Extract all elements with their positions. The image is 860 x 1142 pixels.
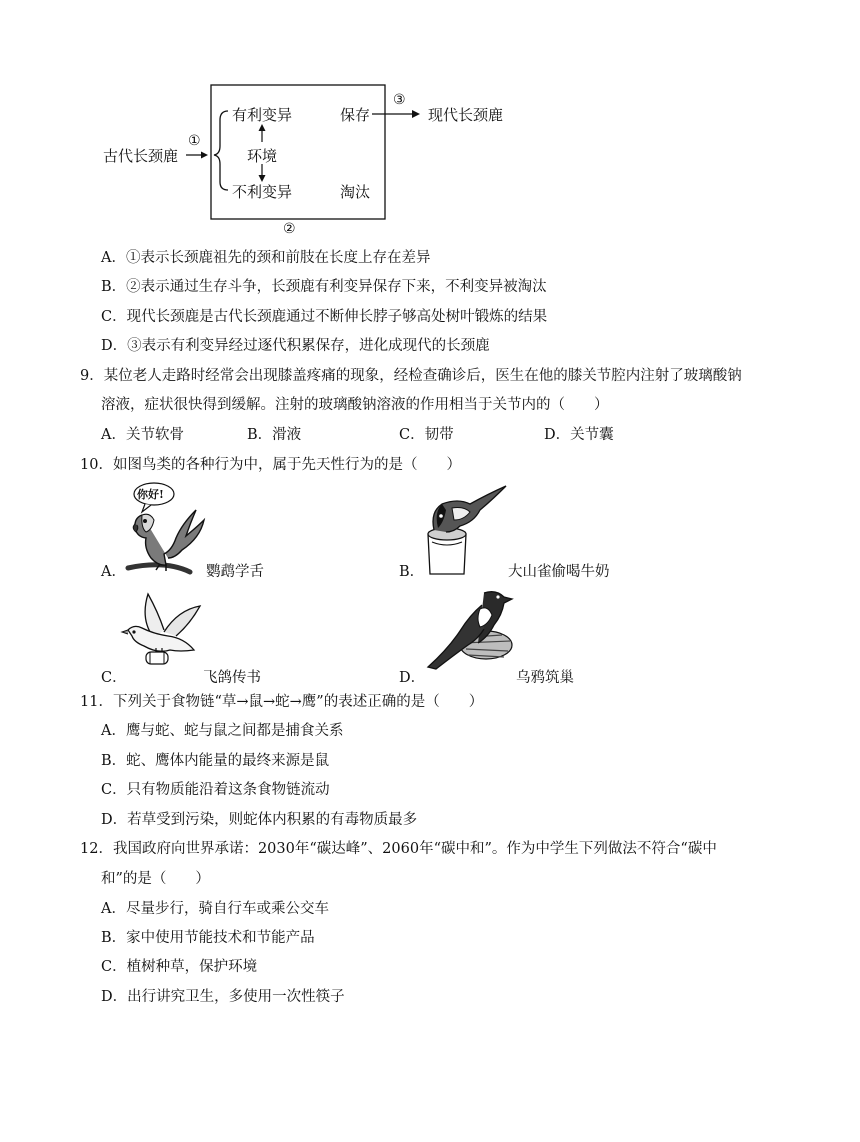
q12-stem-line2: 和”的是（ ） [101,871,210,887]
q10-option-c-caption: 飞鸽传书 [203,670,261,686]
mark-2: ② [283,221,296,237]
brace [214,111,228,190]
q10-option-a-caption: 鹦鹉学舌 [206,564,264,580]
q9-option-d: D．关节囊 [544,427,614,443]
environment-label: 环境 [247,147,278,165]
q10-option-c-letter: C． [101,670,127,686]
tit-icon [420,482,510,577]
unfavorable-variation-label: 不利变异 [232,183,293,201]
q10-option-a-letter: A． [101,564,126,580]
q12-option-a: A．尽量步行，骑自行车或乘公交车 [101,901,329,917]
parrot-icon [120,480,210,575]
q11-option-d: D．若草受到污染，则蛇体内积累的有毒物质最多 [101,812,418,828]
q11-option-a: A．鹰与蛇、蛇与鼠之间都是捕食关系 [101,723,344,739]
q9-stem-line2: 溶液，症状很快得到缓解。注射的玻璃酸钠溶液的作用相当于关节内的（ ） [101,397,609,413]
q11-option-b: B．蛇、鹰体内能量的最终来源是鼠 [101,753,330,769]
q9-stem-line1: 9．某位老人走路时经常会出现膝盖疼痛的现象，经检查确诊后，医生在他的膝关节腔内注射了玻璃酸钠 [80,368,742,384]
q8-option-a: A．①表示长颈鹿祖先的颈和前肢在长度上存在差异 [101,250,431,266]
modern-giraffe-label: 现代长颈鹿 [428,106,504,124]
favorable-variation-label: 有利变异 [232,106,293,124]
pigeon-icon [118,590,208,680]
q11-stem: 11．下列关于食物链“草→鼠→蛇→鹰”的表述正确的是（ ） [80,694,484,710]
mark-1: ① [188,133,201,149]
crow-icon [422,585,517,675]
q12-option-c: C．植树种草，保护环境 [101,959,258,975]
q9-option-a: A．关节软骨 [101,427,184,443]
ancient-giraffe-label: 古代长颈鹿 [103,147,179,165]
q10-option-b-caption: 大山雀偷喝牛奶 [508,564,610,580]
q11-option-c: C．只有物质能沿着这条食物链流动 [101,782,330,798]
q10-option-d-letter: D． [399,670,426,686]
eliminated-label: 淘汰 [340,183,371,201]
q8-option-b: B．②表示通过生存斗争，长颈鹿有利变异保存下来，不利变异被淘汰 [101,279,547,295]
preserved-label: 保存 [340,106,371,124]
q10-option-b-letter: B． [399,564,425,580]
q9-option-b: B．滑液 [247,427,302,443]
q10-option-d-caption: 乌鸦筑巢 [516,670,574,686]
bubble-text: 你好! [137,488,164,501]
q12-stem-line1: 12．我国政府向世界承诺：2030年“碳达峰”、2060年“碳中和”。作为中学生下列做法不符合“碳中 [80,841,717,857]
diagram-lines [0,0,860,260]
q9-option-c: C．韧带 [399,427,454,443]
q12-option-d: D．出行讲究卫生，多使用一次性筷子 [101,989,345,1005]
q12-option-b: B．家中使用节能技术和节能产品 [101,930,315,946]
q10-stem: 10．如图鸟类的各种行为中，属于先天性行为的是（ ） [80,457,461,473]
q8-option-d: D．③表示有利变异经过逐代积累保存，进化成现代的长颈鹿 [101,338,490,354]
q8-option-c: C．现代长颈鹿是古代长颈鹿通过不断伸长脖子够高处树叶锻炼的结果 [101,309,548,325]
mark-3: ③ [393,92,406,108]
